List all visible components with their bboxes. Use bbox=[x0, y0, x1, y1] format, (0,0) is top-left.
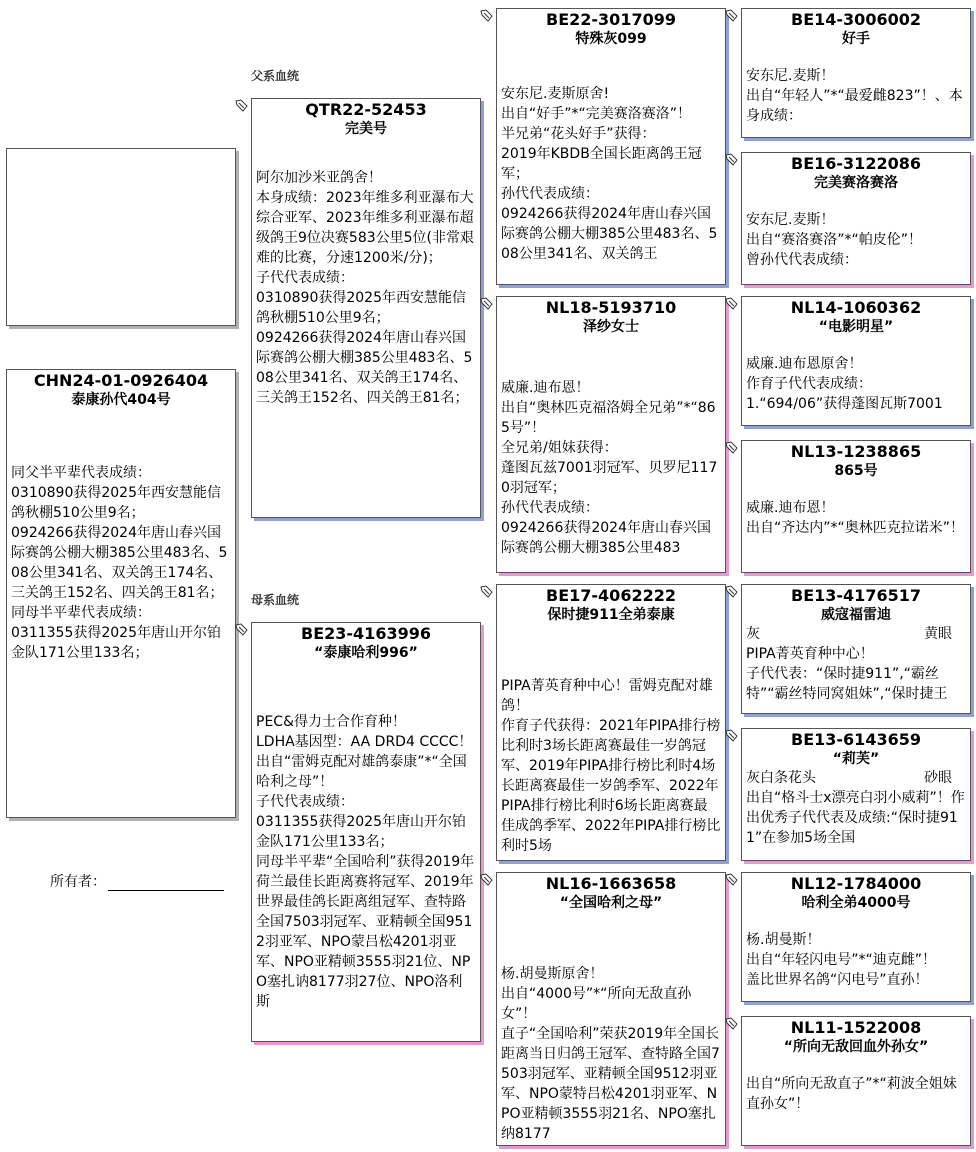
dss-color-row bbox=[742, 624, 970, 644]
dds-name: 哈利全弟4000号 bbox=[801, 895, 911, 911]
sire-card[interactable] bbox=[251, 98, 481, 518]
owner-line[interactable] bbox=[108, 876, 224, 891]
owner-label: 所有者： bbox=[50, 874, 106, 890]
hand-pointer-icon bbox=[725, 585, 738, 598]
ss-name: 特殊灰099 bbox=[575, 31, 647, 47]
dsd-eye: 砂眼 bbox=[924, 770, 952, 786]
dsd-ring: BE13-6143659 bbox=[791, 730, 921, 749]
hand-pointer-icon bbox=[235, 623, 248, 636]
hand-pointer-icon bbox=[480, 9, 493, 22]
ds-name: 保时捷911全弟泰康 bbox=[547, 607, 675, 623]
hand-pointer-icon bbox=[235, 99, 248, 112]
dss-desc: PIPA菁英育种中心！ 子代代表：“保时捷911”,“霸丝特”“霸丝特同窝姐妹”,“保时捷王 bbox=[746, 646, 948, 702]
dd-ring: NL16-1663658 bbox=[545, 874, 677, 893]
dam-line-label: 母系血统 bbox=[251, 593, 300, 607]
ds-ring: BE17-4062222 bbox=[546, 586, 676, 605]
ssd-desc: 安东尼.麦斯！ 出自“赛洛赛洛”*“帕皮伦”！ 曾孙代代表成绩： bbox=[746, 212, 923, 268]
ds-card[interactable] bbox=[496, 584, 726, 861]
hand-pointer-icon bbox=[725, 297, 738, 310]
sire-desc: 阿尔加沙米亚鸽舍！ 本身成绩：2023年维多利亚瀑布大综合亚军、2023年维多利亚瀑布超级鸽王9位决赛583公里5位(非常艰难的比赛，分速1200米/分)； 子代代表成绩： 0310890获得2025年西安慧能信鸽秋棚510公里9名； 0924266获得2024年唐山春兴国际赛鸽公棚大棚385公里483名、508公里341名、双关鸽王174名、三关鸽王152名、四关鸽王81名； bbox=[256, 170, 474, 406]
dss-ring: BE13-4176517 bbox=[791, 586, 921, 605]
dss-color: 灰 bbox=[746, 626, 760, 642]
dam-ring: BE23-4163996 bbox=[301, 624, 431, 643]
dsd-color: 灰白条花头 bbox=[746, 770, 816, 786]
dd-desc: 杨.胡曼斯原舍！ 出自“4000号”*“所向无敌直孙女”！ 直子“全国哈利”荣获2019年全国长距离当日归鸽王冠军、查特路全国7503羽冠军、亚精顿全国9512羽亚军、NPO蒙特吕松4201羽亚军、NPO亚精顿3555羽21名、NPO塞扎纳8177 bbox=[501, 966, 720, 1142]
sd-card[interactable] bbox=[496, 296, 726, 573]
dd-card[interactable] bbox=[496, 872, 726, 1146]
ddd-card[interactable] bbox=[741, 1016, 971, 1146]
sds-desc: 威廉.迪布恩原舍！ 作育子代代表成绩： 1.“694/06”获得蓬图瓦斯7001 bbox=[746, 356, 943, 412]
dsd-card[interactable] bbox=[741, 728, 971, 861]
sire-name: 完美号 bbox=[345, 121, 387, 137]
ssd-name: 完美赛洛赛洛 bbox=[814, 175, 898, 191]
sds-card[interactable] bbox=[741, 296, 971, 426]
ddd-ring: NL11-1522008 bbox=[790, 1018, 922, 1037]
sss-card[interactable] bbox=[741, 8, 971, 138]
ss-desc: 安东尼.麦斯原舍! 出自“好手”*“完美赛洛赛洛”！ 半兄弟“花头好手”获得： 2019年KBDB全国长距离鸽王冠军； 孙代代表成绩： 0924266获得2024年唐山春兴国际赛鸽公棚大棚385公里483名、508公里341名、双关鸽王 bbox=[501, 86, 718, 262]
sdd-desc: 威廉.迪布恩！ 出自“齐达内”*“奥林匹克拉诺米”！ bbox=[746, 500, 965, 536]
ddd-desc: 出自“所向无敌直子”*“莉波全姐妹直孙女”！ bbox=[746, 1076, 957, 1112]
owner-field bbox=[50, 871, 224, 891]
sd-ring: NL18-5193710 bbox=[545, 298, 677, 317]
sdd-ring: NL13-1238865 bbox=[790, 442, 922, 461]
dam-desc: PEC&得力士合作育种！ LDHA基因型：AA DRD4 CCCC！ 出自“雷姆克配对雄鸽泰康”*“全国哈利之母”！ 子代代表成绩： 0311355获得2025年唐山开尔铂金队171公里133名； 同母半平辈“全国哈利”获得2019年荷兰最佳长距离赛将冠军、2019年世界最佳鸽长距离组冠军、查特路全国7503羽冠军、亚精顿全国9512羽亚军、NPO蒙吕松4201羽亚军、NPO亚精顿3555羽21位、NPO塞扎讷8177羽27位、NPO洛利斯 bbox=[256, 714, 475, 1010]
subject-ring: CHN24-01-0926404 bbox=[33, 371, 209, 390]
dss-name: 威寇福雷迪 bbox=[821, 607, 891, 623]
sds-name: “电影明星” bbox=[818, 319, 894, 335]
dam-name: “泰康哈利996” bbox=[314, 645, 418, 661]
ss-card[interactable] bbox=[496, 8, 726, 285]
sire-ring: QTR22-52453 bbox=[305, 100, 427, 119]
sss-name: 好手 bbox=[842, 31, 870, 47]
sd-name: 泽纱女士 bbox=[583, 319, 639, 335]
hand-pointer-icon bbox=[725, 441, 738, 454]
sire-line-label: 父系血统 bbox=[251, 69, 300, 83]
dsd-desc: 出自“格斗士x漂亮白羽小威莉”！作出优秀子代代表及成绩:“保时捷911”在参加5场全国 bbox=[746, 790, 965, 846]
subject-card[interactable] bbox=[6, 369, 236, 818]
dsd-color-row bbox=[742, 768, 970, 788]
dss-card[interactable] bbox=[741, 584, 971, 714]
sss-ring: BE14-3006002 bbox=[791, 10, 921, 29]
hand-pointer-icon bbox=[725, 153, 738, 166]
hand-pointer-icon bbox=[725, 1017, 738, 1030]
photo-placeholder[interactable] bbox=[6, 148, 236, 326]
hand-pointer-icon bbox=[480, 297, 493, 310]
ss-ring: BE22-3017099 bbox=[546, 10, 676, 29]
ssd-card[interactable] bbox=[741, 152, 971, 285]
hand-pointer-icon bbox=[480, 585, 493, 598]
sdd-name: 865号 bbox=[834, 463, 878, 479]
dsd-name: “莉芙” bbox=[832, 751, 880, 767]
subject-desc: 同父半平辈代表成绩： 0310890获得2025年西安慧能信鸽秋棚510公里9名； 0924266获得2024年唐山春兴国际赛鸽公棚大棚385公里483名、508公里341名、双关鸽王174名、三关鸽王152名、四关鸽王81名； 同母半平辈代表成绩： 0311355获得2025年唐山开尔铂金队171公里133名； bbox=[11, 465, 228, 661]
hand-pointer-icon bbox=[725, 729, 738, 742]
dss-eye: 黄眼 bbox=[924, 626, 952, 642]
sd-desc: 威廉.迪布恩！ 出自“奥林匹克福洛姆全兄弟”*“865号”！ 全兄弟/姐妹获得： 蓬图瓦兹7001羽冠军、贝罗尼1170羽冠军； 孙代代表成绩： 0924266获得2024年唐山春兴国际赛鸽公棚大棚385公里483 bbox=[501, 380, 718, 556]
sds-ring: NL14-1060362 bbox=[790, 298, 922, 317]
hand-pointer-icon bbox=[725, 9, 738, 22]
dam-card[interactable] bbox=[251, 622, 481, 1042]
hand-pointer-icon bbox=[480, 873, 493, 886]
subject-name: 泰康孙代404号 bbox=[71, 392, 171, 408]
dds-desc: 杨.胡曼斯！ 出自“年轻闪电号”*“迪克雌”！ 盖比世界名鸽“闪电号”直孙！ bbox=[746, 932, 937, 988]
sdd-card[interactable] bbox=[741, 440, 971, 573]
sss-desc: 安东尼.麦斯！ 出自“年轻人”*“最爱雌823”！、本身成绩： bbox=[746, 68, 963, 124]
ds-desc: PIPA菁英育种中心！雷姆克配对雄鸽！ 作育子代获得：2021年PIPA排行榜比利时3场长距离赛最佳一岁鸽冠军、2019年PIPA排行榜比利时4场长距离赛最佳一岁鸽季军、2022年PIPA排行榜比利时6场长距离赛最佳成鸽季军、2022年PIPA排行榜比利时5场 bbox=[501, 678, 721, 854]
dd-name: “全国哈利之母” bbox=[559, 895, 663, 911]
dds-ring: NL12-1784000 bbox=[790, 874, 922, 893]
hand-pointer-icon bbox=[725, 873, 738, 886]
dds-card[interactable] bbox=[741, 872, 971, 1002]
ddd-name: “所向无敌回血外孙女” bbox=[783, 1039, 929, 1055]
ssd-ring: BE16-3122086 bbox=[791, 154, 921, 173]
